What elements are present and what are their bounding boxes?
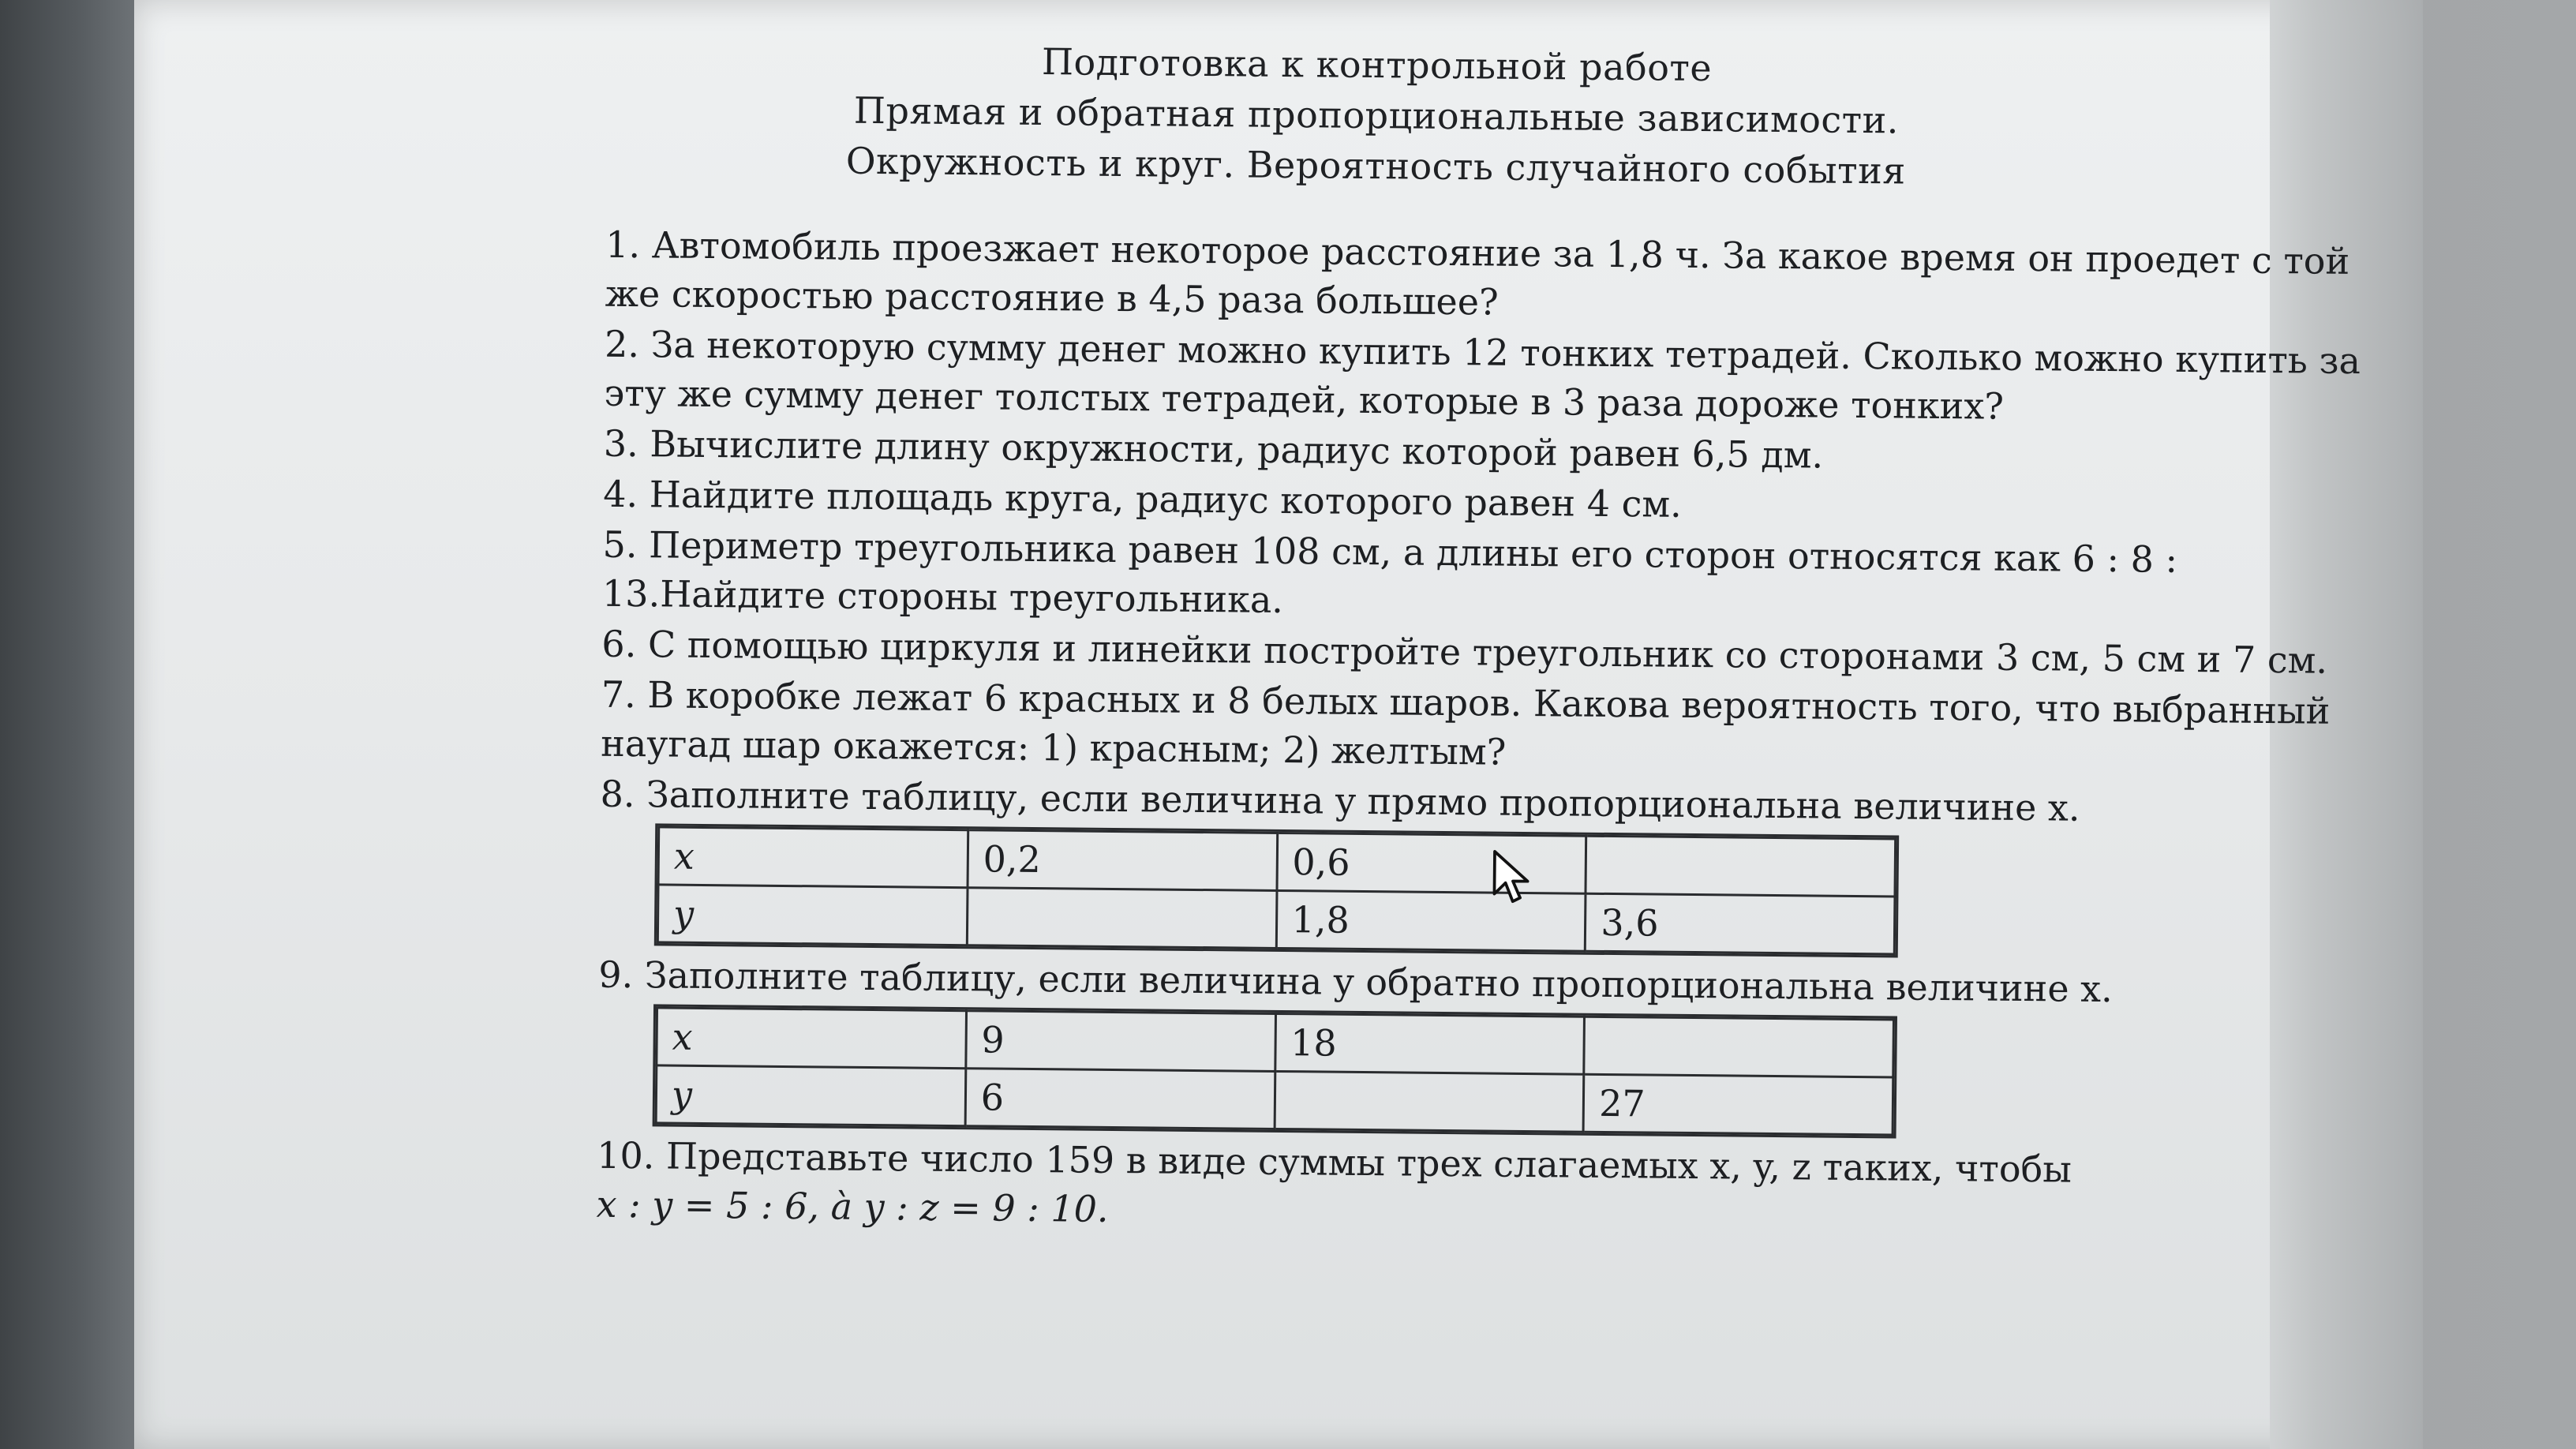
table-cell: x (658, 827, 968, 888)
task-4: 4. Найдите площадь круга, радиус которого равен 4 см. (603, 472, 1683, 526)
mouse-cursor-icon (1491, 850, 1531, 905)
table-cell: x (657, 1008, 966, 1069)
table-cell: 3,6 (1586, 893, 1895, 954)
table-cell: 1,8 (1276, 890, 1586, 951)
task-list (596, 220, 2381, 1246)
table-cell (967, 888, 1276, 949)
document-title-line-1: Подготовка к контрольной работе (1041, 40, 1713, 90)
task-1: 1. Автомобиль проезжает некоторое расстояние за 1,8 ч. За какое время он проедет с той же скоростью расстояние в 4,5 раза большее? (605, 223, 2350, 324)
task-7: 7. В коробке лежат 6 красных и 8 белых шаров. Какова вероятность того, что выбранный наугад шар окажется: 1) красным; 2) желтым? (600, 672, 2331, 773)
task-9: 9. Заполните таблицу, если величина y обратно пропорциональна величине x. (598, 953, 2114, 1011)
task-10-formula: x : y = 5 : 6, à y : z = 9 : 10. (596, 1182, 1109, 1230)
document-title-line-2: Прямая и обратная пропорциональные зависимости. (853, 88, 1900, 142)
document-title-line-3: Окружность и круг. Вероятность случайного события (845, 139, 1907, 193)
table-row (657, 885, 1895, 954)
task-8: 8. Заполните таблицу, если величина y прямо пропорциональна величине x. (600, 772, 2080, 829)
table-row (656, 1065, 1893, 1135)
table-direct-proportion (654, 823, 1899, 957)
task-6: 6. С помощью циркуля и линейки постройте треугольник со сторонами 3 см, 5 см и 7 см. (601, 622, 2328, 682)
table-cell: 27 (1583, 1074, 1893, 1135)
task-3: 3. Вычислите длину окружности, радиус которой равен 6,5 дм. (603, 421, 1824, 477)
monitor-screen (134, 0, 2423, 1449)
table-cell: 0,6 (1276, 833, 1586, 893)
table-cell: 18 (1275, 1013, 1584, 1074)
task-5: 5. Периметр треугольника равен 108 см, а длины его сторон относятся как 6 : 8 : 13.Найдите стороны треугольника. (601, 522, 2178, 622)
table-cell (1275, 1071, 1584, 1132)
task-2: 2. За некоторую сумму денег можно купить 12 тонких тетрадей. Сколько можно купить за эту же сумму денег толстых тетрадей, которые в 3 раза дороже тонких? (604, 322, 2361, 428)
table-cell: 6 (965, 1069, 1275, 1129)
document-page (533, 24, 2399, 1272)
table-cell: 9 (966, 1011, 1275, 1072)
table-cell: y (657, 885, 967, 945)
table-cell: 0,2 (968, 830, 1277, 891)
table-cell (1584, 1017, 1893, 1077)
table-cell: y (656, 1065, 965, 1126)
task-10: 10. Представьте число 159 в виде суммы трех слагаемых x, y, z таких, чтобы (596, 1133, 2072, 1191)
table-cell (1586, 836, 1895, 897)
table-inverse-proportion (653, 1004, 1897, 1138)
document-header (448, 31, 2305, 200)
